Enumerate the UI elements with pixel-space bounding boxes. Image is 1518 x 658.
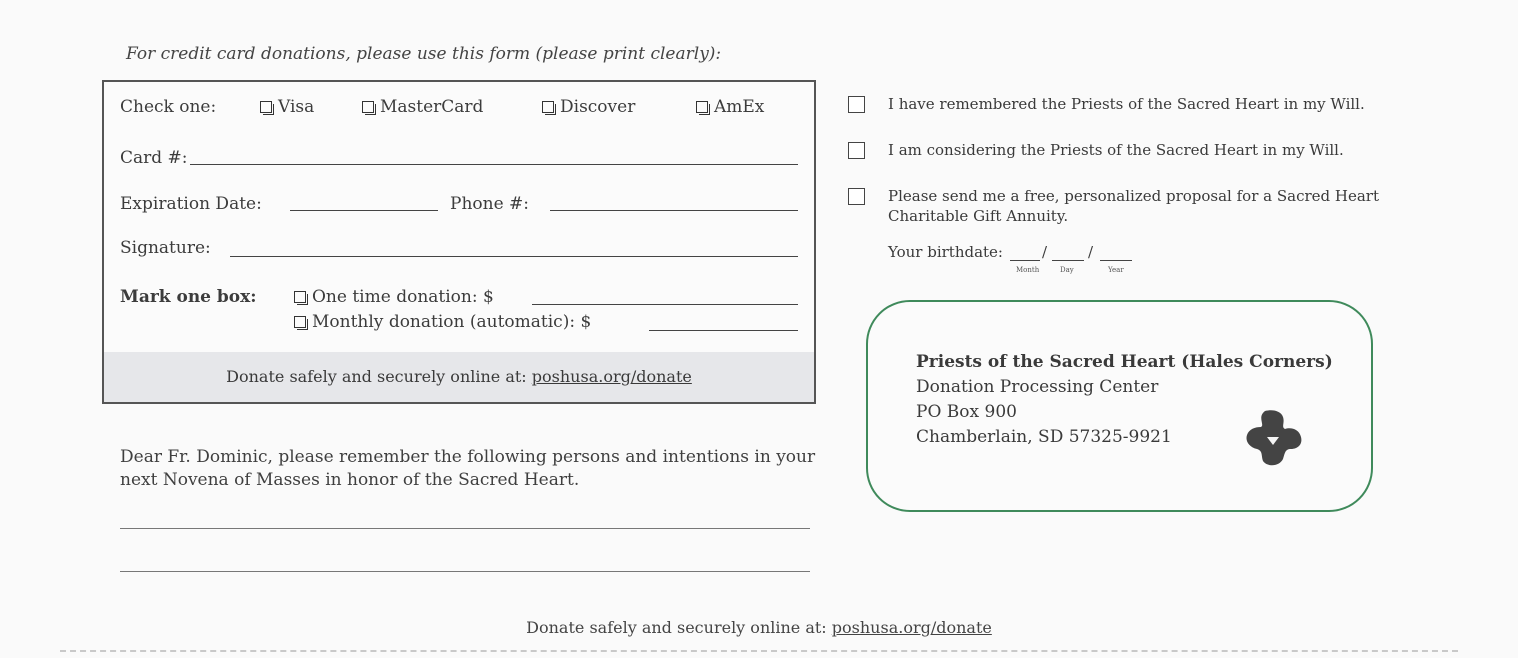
one-time-option[interactable]: One time donation: $ xyxy=(294,287,494,307)
birthdate-label: Your birthdate: xyxy=(888,243,1003,261)
expiration-label: Expiration Date: xyxy=(120,194,262,214)
address-org: Priests of the Sacred Heart (Hales Corners) xyxy=(916,352,1333,372)
phone-field[interactable] xyxy=(550,210,798,211)
address-line-1: Donation Processing Center xyxy=(916,377,1159,397)
intention-line-1[interactable] xyxy=(120,528,810,529)
birth-year-field[interactable] xyxy=(1100,260,1132,261)
one-time-checkbox[interactable] xyxy=(294,291,306,303)
monthly-checkbox[interactable] xyxy=(294,316,306,328)
mark-one-label: Mark one box: xyxy=(120,287,257,307)
address-line-2: PO Box 900 xyxy=(916,402,1017,422)
credit-card-form xyxy=(102,80,816,404)
will-remembered-label: I have remembered the Priests of the Sacred Heart in my Will. xyxy=(888,95,1365,113)
online-donate-bar: Donate safely and securely online at: poshusa.org/donate xyxy=(104,352,814,402)
card-number-label: Card #: xyxy=(120,148,188,168)
sacred-heart-logo xyxy=(1243,407,1305,469)
expiration-field[interactable] xyxy=(290,210,438,211)
phone-label: Phone #: xyxy=(450,194,530,214)
card-type-row xyxy=(120,97,765,117)
will-remembered-checkbox[interactable] xyxy=(848,96,865,113)
monthly-amount-field[interactable] xyxy=(649,330,798,331)
will-considering-checkbox[interactable] xyxy=(848,142,865,159)
birthdate-sep-1: / xyxy=(1042,243,1048,261)
visa-checkbox[interactable] xyxy=(260,101,272,113)
birth-day-caption: Day xyxy=(1060,266,1074,274)
footer-donate-link[interactable]: poshusa.org/donate xyxy=(831,618,992,637)
mailing-address-box xyxy=(866,300,1373,512)
cut-line xyxy=(60,650,1458,652)
intention-line-2[interactable] xyxy=(120,571,810,572)
discover-checkbox[interactable] xyxy=(542,101,554,113)
card-number-field[interactable] xyxy=(190,164,798,165)
amex-option[interactable]: AmEx xyxy=(696,97,764,117)
mastercard-checkbox[interactable] xyxy=(362,101,374,113)
address-line-3: Chamberlain, SD 57325-9921 xyxy=(916,427,1172,447)
will-considering-label: I am considering the Priests of the Sacred Heart in my Will. xyxy=(888,141,1344,159)
novena-request-text: Dear Fr. Dominic, please remember the following persons and intentions in your next Novena of Masses in honor of the Sacred Heart. xyxy=(120,447,816,490)
check-one-label: Check one: xyxy=(120,97,217,117)
annuity-proposal-label: Please send me a free, personalized proposal for a Sacred Heart Charitable Gift Annuity. xyxy=(888,187,1379,225)
birth-day-field[interactable] xyxy=(1052,260,1084,261)
discover-option[interactable]: Discover xyxy=(542,97,635,117)
birth-month-caption: Month xyxy=(1016,266,1040,274)
birthdate-sep-2: / xyxy=(1088,243,1094,261)
online-donate-link[interactable]: poshusa.org/donate xyxy=(531,367,692,386)
birth-month-field[interactable] xyxy=(1010,260,1040,261)
amex-checkbox[interactable] xyxy=(696,101,708,113)
visa-option[interactable]: Visa xyxy=(260,97,314,117)
birth-year-caption: Year xyxy=(1108,266,1124,274)
monthly-option[interactable]: Monthly donation (automatic): $ xyxy=(294,312,591,332)
signature-label: Signature: xyxy=(120,238,211,258)
annuity-proposal-checkbox[interactable] xyxy=(848,188,865,205)
footer-donate: Donate safely and securely online at: poshusa.org/donate xyxy=(526,618,992,637)
form-intro: For credit card donations, please use this form (please print clearly): xyxy=(126,44,722,64)
mastercard-option[interactable]: MasterCard xyxy=(362,97,483,117)
one-time-amount-field[interactable] xyxy=(532,304,798,305)
signature-field[interactable] xyxy=(230,256,798,257)
